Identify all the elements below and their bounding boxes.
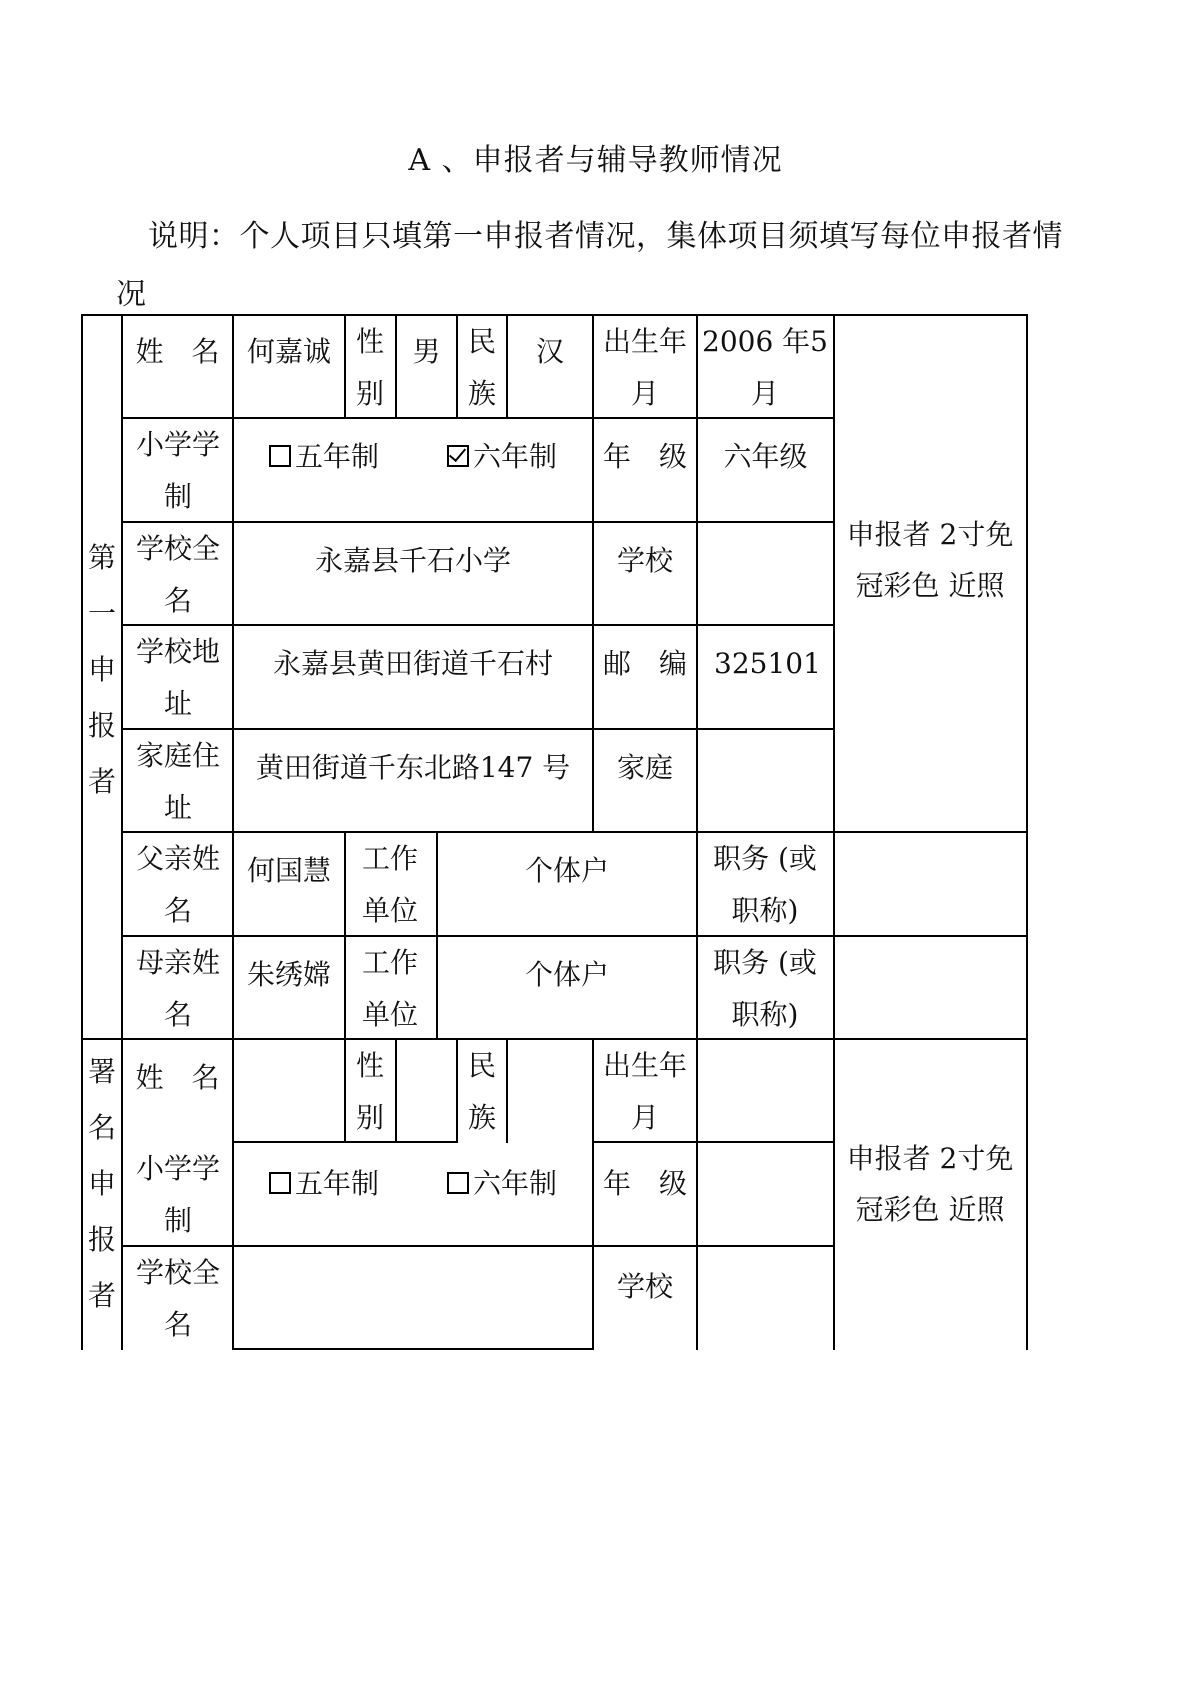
co-option-five-year[interactable]	[269, 1158, 379, 1210]
section-title: A 、申报者与辅导教师情况	[408, 143, 783, 178]
grade-label: 年 级	[602, 440, 687, 473]
option-six-year[interactable]	[447, 431, 557, 483]
ethnic-value[interactable]: 汉	[535, 335, 564, 368]
co-photo-placeholder: 申报者 2寸免冠彩色 近照	[846, 1142, 1014, 1226]
co-schooling-options	[234, 1143, 592, 1225]
home-phone-value[interactable]	[698, 730, 833, 806]
section-char: 申	[87, 1167, 116, 1200]
section-char: 署	[87, 1055, 116, 1088]
home-address-value[interactable]: 黄田街道千东北路147 号	[255, 751, 571, 784]
checkbox-icon[interactable]	[269, 1172, 291, 1194]
name-value[interactable]: 何嘉诚	[246, 335, 331, 368]
section-char: 报	[87, 1223, 116, 1256]
co-birth-label: 出生年月	[602, 1049, 687, 1134]
section-char: 第	[87, 541, 116, 574]
mother-work-label: 工作单位	[361, 946, 418, 1031]
co-ethnic-label: 民族	[467, 1049, 496, 1134]
checkbox-icon[interactable]	[447, 1172, 469, 1194]
instructions-note: 说明：个人项目只填第一申报者情况，集体项目须填写每位申报者情况	[116, 219, 1063, 312]
co-school-phone-value[interactable]	[698, 1247, 833, 1348]
name-label: 姓 名	[135, 335, 220, 368]
co-name-value[interactable]	[234, 1040, 344, 1141]
father-name-label: 父亲姓名	[135, 842, 220, 927]
co-name-label: 姓 名	[135, 1061, 220, 1094]
father-post-label: 职务 (或职称)	[713, 842, 817, 927]
home-short-label: 家庭	[616, 751, 673, 784]
birth-label: 出生年月	[602, 325, 687, 410]
section-char: 名	[87, 1111, 116, 1144]
co-ethnic-value[interactable]	[508, 1040, 592, 1141]
option-five-year[interactable]	[269, 431, 379, 483]
co-grade-label: 年 级	[602, 1167, 687, 1200]
co-birth-value[interactable]	[698, 1040, 833, 1141]
zip-value[interactable]: 325101	[714, 647, 821, 680]
checked-checkbox-icon[interactable]	[447, 445, 469, 467]
father-name-value[interactable]: 何国慧	[246, 854, 331, 887]
mother-post-label: 职务 (或职称)	[713, 946, 817, 1031]
school-phone-value[interactable]	[698, 523, 833, 599]
co-option-six-year[interactable]	[447, 1158, 557, 1210]
co-school-name-value[interactable]	[234, 1247, 592, 1348]
section-char: 者	[87, 765, 116, 798]
first-applicant-section-label	[83, 540, 121, 800]
school-name-value[interactable]: 永嘉县千石小学	[314, 544, 511, 577]
co-gender-value[interactable]	[397, 1040, 456, 1141]
schooling-label: 小学学制	[135, 428, 220, 513]
option-label: 五年制	[294, 440, 379, 473]
zip-label: 邮 编	[602, 647, 687, 680]
birth-value[interactable]: 2006 年5月	[702, 325, 828, 410]
gender-label: 性别	[355, 325, 384, 410]
section-char: 报	[87, 709, 116, 742]
option-label: 五年制	[294, 1167, 379, 1200]
section-char: 者	[87, 1279, 116, 1312]
mother-name-label: 母亲姓名	[135, 946, 220, 1031]
father-work-value[interactable]: 个体户	[524, 854, 609, 887]
co-school-name-label: 学校全名	[135, 1256, 220, 1341]
photo-placeholder: 申报者 2寸免冠彩色 近照	[846, 518, 1014, 602]
co-school-short-label: 学校	[616, 1270, 673, 1303]
father-work-label: 工作单位	[361, 842, 418, 927]
ethnic-label: 民族	[467, 325, 496, 410]
section-char: 一	[87, 597, 116, 630]
father-post-value[interactable]	[835, 833, 1026, 935]
section-char: 申	[87, 653, 116, 686]
gender-value[interactable]: 男	[412, 335, 441, 368]
checkbox-icon[interactable]	[269, 445, 291, 467]
schooling-options	[234, 419, 592, 495]
home-address-label: 家庭住址	[135, 739, 220, 824]
school-name-label: 学校全名	[135, 532, 220, 617]
school-address-label: 学校地址	[135, 635, 220, 720]
mother-post-value[interactable]	[835, 937, 1026, 1039]
school-address-value[interactable]: 永嘉县黄田街道千石村	[272, 647, 553, 680]
mother-work-value[interactable]: 个体户	[524, 958, 609, 991]
co-gender-label: 性别	[355, 1049, 384, 1134]
co-applicant-section-label	[83, 1054, 121, 1314]
mother-name-value[interactable]: 朱绣嫦	[246, 958, 331, 991]
option-label: 六年制	[473, 1167, 558, 1200]
co-grade-value[interactable]	[698, 1143, 833, 1245]
school-short-label: 学校	[616, 544, 673, 577]
option-label: 六年制	[473, 440, 558, 473]
co-schooling-label: 小学学制	[135, 1152, 220, 1237]
grade-value[interactable]: 六年级	[723, 440, 808, 473]
